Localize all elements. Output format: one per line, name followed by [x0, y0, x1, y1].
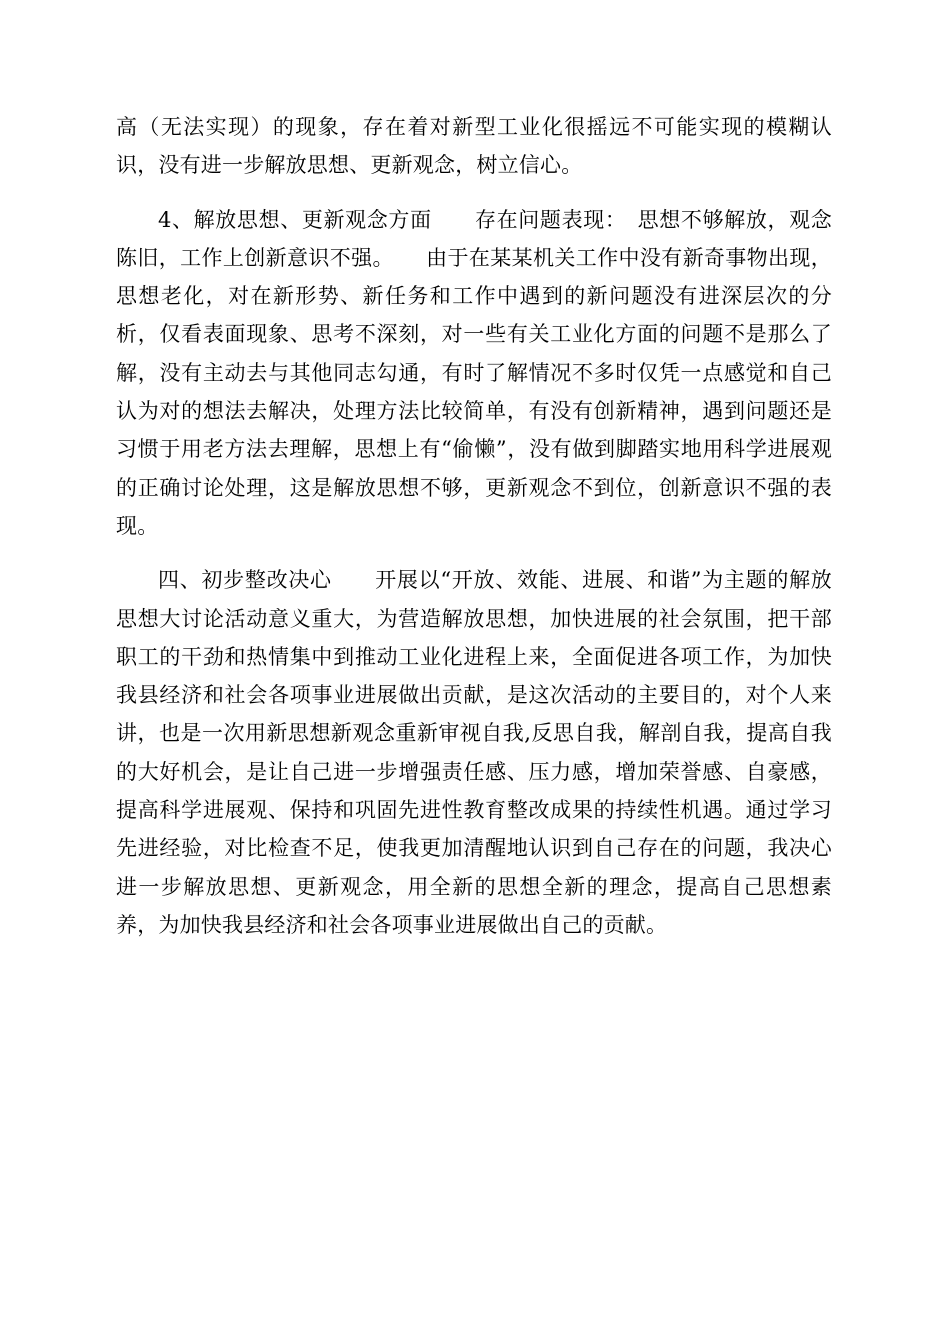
paragraph-continuation: 高（无法实现）的现象，存在着对新型工业化很摇远不可能实现的模糊认识，没有进一步解放思想、更新观念，树立信心。: [116, 115, 832, 178]
paragraph-section-four-rectification: 四、初步整改决心 开展以“开放、效能、进展、和谐”为主题的解放思想大讨论活动意义重大，为营造解放思想，加快进展的社会氛围，把干部职工的干劲和热情集中到推动工业化进程上来，全面促进各项工作，为加快我县经济和社会各项事业进展做出贡献，是这次活动的主要目的，对个人来讲，也是一次用新思想新观念重新审视自我,反思自我，解剖自我，提高自我的大好机会，是让自己进一步增强责任感、压力感，增加荣誉感、自豪感，提高科学进展观、保持和巩固先进性教育整改成果的持续性机遇。通过学习先进经验，对比检查不足，使我更加清醒地认识到自己存在的问题，我决心进一步解放思想、更新观念，用全新的思想全新的理念，提高自己思想素养，为加快我县经济和社会各项事业进展做出自己的贡献。: [116, 568, 832, 937]
paragraph-section-4: 4、解放思想、更新观念方面 存在问题表现： 思想不够解放，观念陈旧，工作上创新意识不强。 由于在某某机关工作中没有新奇事物出现，思想老化，对在新形势、新任务和工作中遇到的新问题没有进深层次的分析，仅看表面现象、思考不深刻，对一些有关工业化方面的问题不是那么了解，没有主动去与其他同志勾通，有时了解情况不多时仅凭一点感觉和自己认为对的想法去解决，处理方法比较简单，有没有创新精神，遇到问题还是习惯于用老方法去理解，思想上有“偷懒”，没有做到脚踏实地用科学进展观的正确讨论处理，这是解放思想不够，更新观念不到位，创新意识不强的表现。: [116, 207, 832, 538]
document-body: [116, 108, 832, 944]
